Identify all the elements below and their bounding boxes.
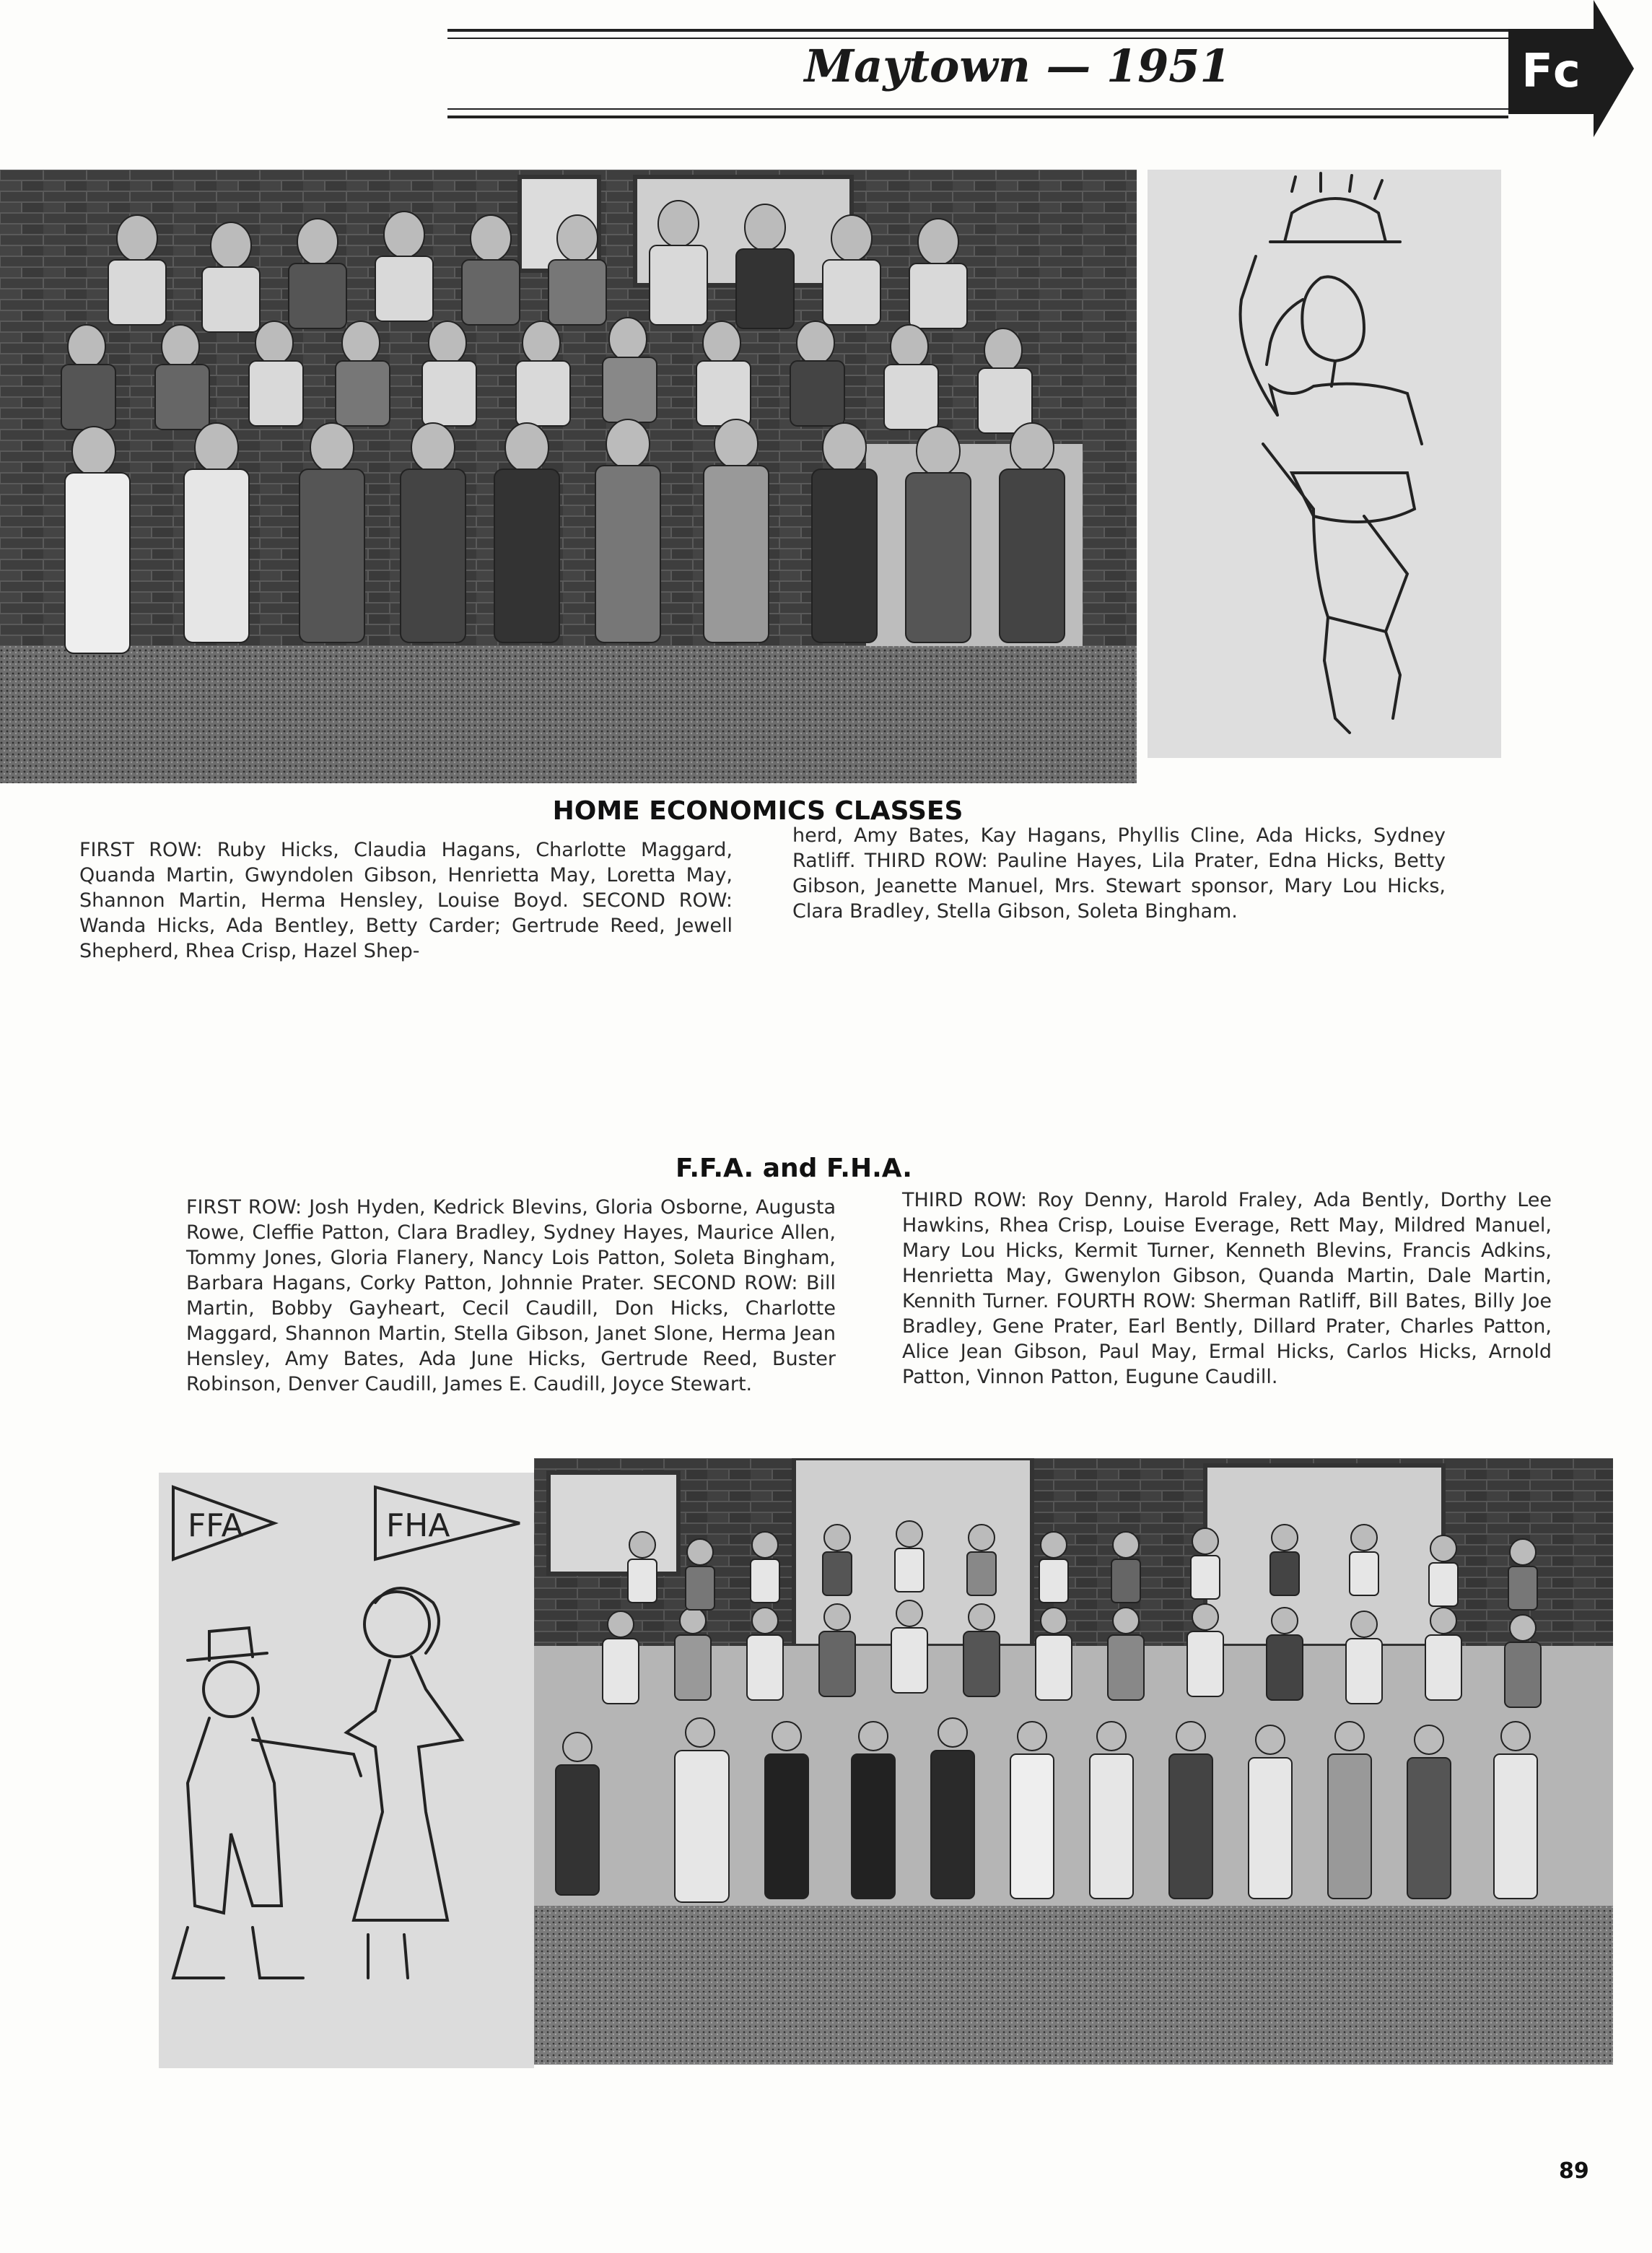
home-ec-names-left (79, 837, 733, 964)
pennant-fha-label: FHA (386, 1507, 450, 1544)
farmer-homemaker-sketch (159, 1473, 534, 2068)
pennant-ffa-label: FFA (188, 1507, 243, 1544)
header-rule (447, 108, 1508, 110)
home-ec-names-right (792, 823, 1446, 924)
header-rule (447, 38, 1508, 39)
ffa-names-right (902, 1187, 1552, 1390)
home-ec-names-left-text: FIRST ROW: Ruby Hicks, Claudia Hagans, Charlotte Maggard, Quanda Martin, Gwyndolen Gibson, Henrietta May, Loretta May, Shannon Martin, Herma Hensley, Louise Boyd. SECOND ROW: Wanda Hicks, Ada Bentley, Betty Carder; Gertrude Reed, Jewell Shepherd, Rhea Crisp, Hazel Shep- (79, 839, 733, 962)
ffa-names-right-text: THIRD ROW: Roy Denny, Harold Fraley, Ada Bently, Dorthy Lee Hawkins, Rhea Crisp, Louise Everage, Rett May, Mildred Manuel, Mary Lou Hicks, Kermit Turner, Kenneth Blevins, Francis Adkins, Henrietta May, Gwenylon Gibson, Quanda Martin, Dale Martin, Kennith Turner. FOURTH ROW: Sherman Ratliff, Bill Bates, Billy Joe Bradley, Gene Prater, Earl Bently, Dillard Prater, Charles Patton, Alice Jean Gibson, Paul May, Ermal Hicks, Carlos Hicks, Arnold Patton, Vinnon Patton, Eugune Caudill. (902, 1189, 1552, 1388)
ffa-names-left-text: FIRST ROW: Josh Hyden, Kedrick Blevins, Gloria Osborne, Augusta Rowe, Cleffie Patton, Clara Bradley, Sydney Hayes, Maurice Allen, Tommy Jones, Gloria Flanery, Nancy Lois Patton, Soleta Bingham, Barbara Hagans, Corky Patton, Johnnie Prater. SECOND ROW: Bill Martin, Bobby Gayheart, Cecil Caudill, Don Hicks, Charlotte Maggard, Shannon Martin, Stella Gibson, Janet Slone, Herma Jean Hensley, Amy Bates, Ada June Hicks, Gertrude Reed, Buster Robinson, Denver Caudill, James E. Caudill, Joyce Stewart. (186, 1196, 836, 1395)
ffa-fha-group-photo (534, 1458, 1613, 2065)
waitress-sketch (1148, 170, 1501, 758)
home-ec-names-right-text: herd, Amy Bates, Kay Hagans, Phyllis Cline, Ada Hicks, Sydney Ratliff. THIRD ROW: Pauline Hayes, Lila Prater, Edna Hicks, Betty Gibson, Jeanette Manuel, Mrs. Stewart sponsor, Mary Lou Hicks, Clara Bradley, Stella Gibson, Soleta Bingham. (792, 824, 1446, 923)
ffa-fha-title: F.F.A. and F.H.A. (676, 1154, 912, 1183)
section-badge: Fc (1508, 29, 1594, 114)
header-rule (447, 29, 1508, 32)
home-ec-class-photo (0, 170, 1137, 783)
home-ec-title: HOME ECONOMICS CLASSES (552, 796, 963, 826)
page-number: 89 (1559, 2158, 1589, 2184)
ffa-names-left (186, 1195, 836, 1397)
header-rule (447, 116, 1508, 118)
arrow-tip-icon (1594, 0, 1637, 137)
header-title: Maytown — 1951 (794, 40, 1241, 92)
